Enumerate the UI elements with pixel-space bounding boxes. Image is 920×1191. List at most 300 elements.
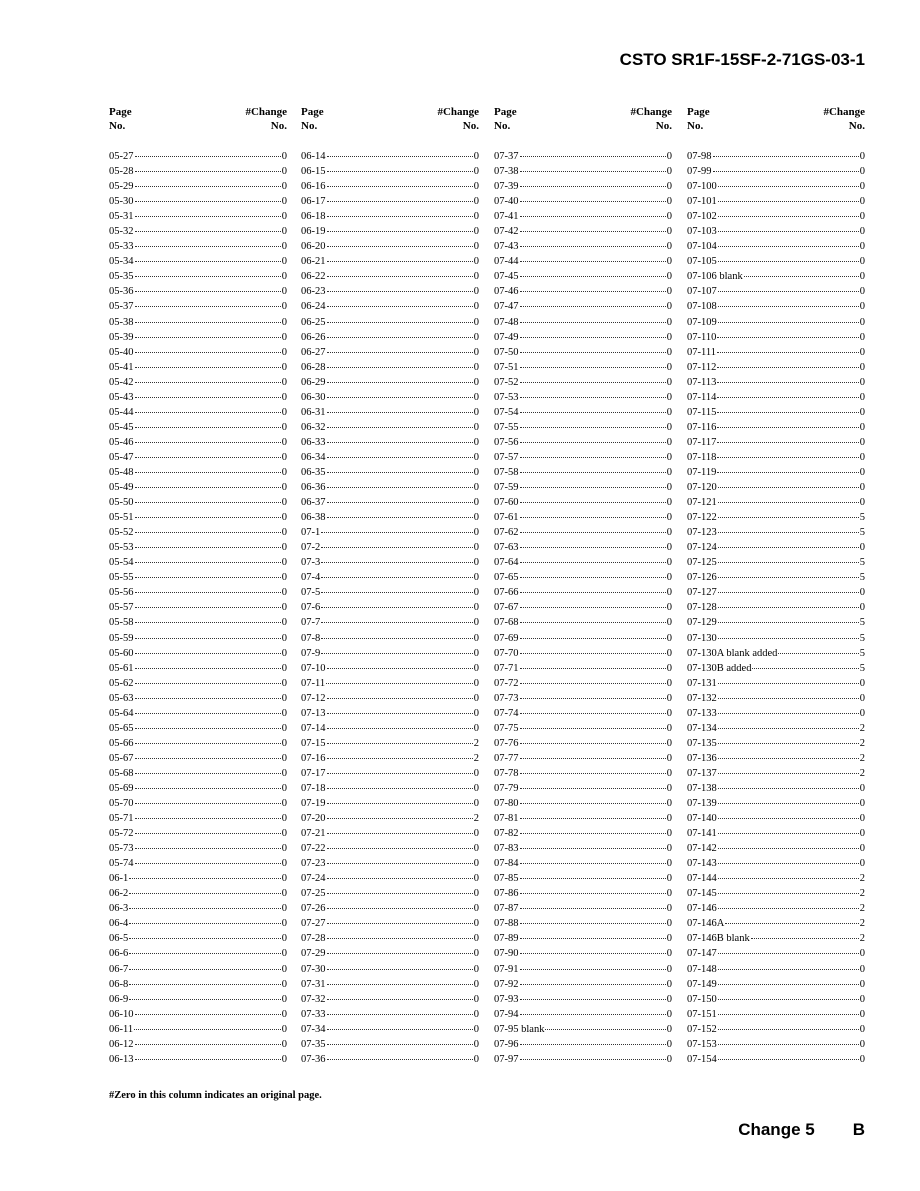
dot-leader — [327, 326, 473, 338]
change-number: 0 — [473, 361, 479, 373]
change-number: 0 — [281, 271, 287, 283]
column-heading — [109, 105, 287, 147]
page-number: 05-47 — [109, 451, 134, 463]
change-number: 0 — [666, 767, 672, 779]
page-number: 07-87 — [494, 903, 519, 915]
dot-leader — [321, 536, 473, 548]
change-number: 2 — [859, 918, 865, 930]
dot-leader — [717, 461, 858, 473]
change-number: 0 — [859, 256, 865, 268]
page-number: 07-56 — [494, 436, 519, 448]
change-number: 0 — [473, 512, 479, 524]
dot-leader — [135, 732, 281, 744]
dot-leader — [520, 160, 666, 172]
dot-leader — [717, 446, 858, 458]
page-number: 07-42 — [494, 226, 519, 238]
dot-leader — [135, 687, 281, 699]
change-number: 0 — [666, 1008, 672, 1020]
dot-leader — [327, 476, 473, 488]
change-number: 0 — [666, 451, 672, 463]
change-number: 0 — [281, 1008, 287, 1020]
change-number: 2 — [473, 813, 479, 825]
dot-leader — [135, 476, 281, 488]
page-number: 05-33 — [109, 241, 134, 253]
change-number: 0 — [473, 181, 479, 193]
change-number: 0 — [281, 858, 287, 870]
page-number: 07-70 — [494, 647, 519, 659]
change-number: 0 — [281, 587, 287, 599]
change-number: 0 — [859, 798, 865, 810]
change-number: 0 — [473, 828, 479, 840]
dot-leader — [135, 461, 281, 473]
change-number: 0 — [281, 497, 287, 509]
page-number: 06-18 — [301, 211, 326, 223]
dot-leader — [321, 551, 473, 563]
dot-leader — [135, 762, 281, 774]
page-number: 06-17 — [301, 196, 326, 208]
dot-leader — [135, 446, 281, 458]
page-number: 07-134 — [687, 722, 717, 734]
change-number: 0 — [666, 361, 672, 373]
dot-leader — [135, 777, 281, 789]
change-number: 0 — [859, 271, 865, 283]
change-number: 0 — [473, 406, 479, 418]
change-number: 0 — [473, 632, 479, 644]
change-number: 0 — [666, 617, 672, 629]
page-number: 07-126 — [687, 572, 717, 584]
change-number: 0 — [859, 346, 865, 358]
dot-leader — [520, 521, 666, 533]
change-number: 0 — [473, 151, 479, 162]
page-number: 07-140 — [687, 813, 717, 825]
page-number: 07-119 — [687, 466, 717, 478]
dot-leader — [520, 265, 666, 277]
dot-leader — [135, 190, 281, 202]
page-number: 05-44 — [109, 406, 134, 418]
change-number: 2 — [859, 767, 865, 779]
dot-leader — [327, 341, 473, 353]
dot-leader — [520, 566, 666, 578]
page-number: 05-45 — [109, 421, 134, 433]
change-number: 0 — [281, 572, 287, 584]
change-heading: #Change — [437, 106, 479, 118]
change-no-heading: No. — [655, 120, 672, 132]
page-number: 07-18 — [301, 782, 326, 794]
dot-leader — [327, 897, 473, 909]
page-number: 07-130A blank added — [687, 647, 778, 659]
page-number: 05-70 — [109, 798, 134, 810]
page-number: 07-145 — [687, 888, 717, 900]
change-heading: #Change — [245, 106, 287, 118]
page-number: 07-32 — [301, 993, 326, 1005]
page-number: 06-10 — [109, 1008, 134, 1020]
dot-leader — [718, 988, 859, 1000]
change-number: 0 — [666, 466, 672, 478]
dot-leader — [520, 657, 666, 669]
page-number: 07-130 — [687, 632, 717, 644]
dot-leader — [135, 747, 281, 759]
change-number: 0 — [666, 813, 672, 825]
dot-leader — [718, 581, 859, 593]
change-number: 0 — [473, 707, 479, 719]
dot-leader — [520, 867, 666, 879]
page-number: 06-1 — [109, 873, 129, 885]
change-number: 0 — [281, 361, 287, 373]
dot-leader — [321, 581, 473, 593]
change-number: 0 — [859, 361, 865, 373]
dot-leader — [327, 988, 473, 1000]
dot-leader — [520, 942, 666, 954]
change-number: 0 — [666, 707, 672, 719]
dot-leader — [327, 837, 473, 849]
change-number: 0 — [281, 632, 287, 644]
change-number: 0 — [281, 391, 287, 403]
page-number: 07-47 — [494, 301, 519, 313]
page-number: 07-53 — [494, 391, 519, 403]
page-heading: Page — [109, 106, 132, 118]
change-number: 0 — [666, 151, 672, 162]
dot-leader — [134, 1018, 281, 1030]
list-item — [494, 1050, 672, 1065]
change-number: 0 — [666, 286, 672, 298]
change-number: 0 — [666, 662, 672, 674]
page-number: 07-129 — [687, 617, 717, 629]
dot-leader — [135, 265, 281, 277]
dot-leader — [718, 882, 859, 894]
change-number: 0 — [473, 722, 479, 734]
change-number: 0 — [281, 241, 287, 253]
page-number: 07-151 — [687, 1008, 717, 1020]
dot-leader — [327, 657, 473, 669]
change-number: 0 — [281, 707, 287, 719]
page-number: 07-1 — [301, 527, 321, 539]
change-number: 0 — [281, 256, 287, 268]
dot-leader — [520, 235, 666, 247]
change-number: 0 — [666, 1053, 672, 1065]
page-number: 07-51 — [494, 361, 519, 373]
dot-leader — [520, 642, 666, 654]
change-number: 0 — [281, 948, 287, 960]
page-number: 07-14 — [301, 722, 326, 734]
page-number: 07-103 — [687, 226, 717, 238]
change-number: 0 — [666, 346, 672, 358]
change-number: 0 — [473, 1023, 479, 1035]
change-number: 0 — [281, 466, 287, 478]
page-number: 05-32 — [109, 226, 134, 238]
document-number: CSTO SR1F-15SF-2-71GS-03-1 — [619, 50, 865, 69]
page-number: 05-63 — [109, 692, 134, 704]
change-number: 0 — [473, 436, 479, 448]
page-number: 07-135 — [687, 737, 717, 749]
page-number: 05-55 — [109, 572, 134, 584]
page-number: 07-3 — [301, 557, 321, 569]
change-number: 0 — [859, 181, 865, 193]
dot-leader — [520, 205, 666, 217]
change-number: 0 — [281, 151, 287, 162]
page-number: 07-8 — [301, 632, 321, 644]
dot-leader — [717, 431, 858, 443]
page-number: 05-59 — [109, 632, 134, 644]
dot-leader — [718, 205, 859, 217]
page-number: 07-63 — [494, 542, 519, 554]
page-number: 07-80 — [494, 798, 519, 810]
page-number: 05-73 — [109, 843, 134, 855]
dot-leader — [520, 882, 666, 894]
change-number: 0 — [473, 497, 479, 509]
dot-leader — [718, 190, 859, 202]
page-number: 07-113 — [687, 376, 717, 388]
page-number: 07-78 — [494, 767, 519, 779]
change-number: 0 — [859, 451, 865, 463]
page-number: 07-36 — [301, 1053, 326, 1065]
page-number: 07-65 — [494, 572, 519, 584]
change-number: 0 — [666, 782, 672, 794]
change-number: 0 — [859, 226, 865, 238]
dot-leader — [129, 973, 281, 985]
dot-leader — [717, 386, 858, 398]
dot-leader — [520, 717, 666, 729]
dot-leader — [520, 988, 666, 1000]
dot-leader — [520, 687, 666, 699]
dot-leader — [135, 792, 281, 804]
dot-leader — [135, 837, 281, 849]
dot-leader — [520, 1003, 666, 1015]
change-number: 0 — [859, 376, 865, 388]
page-number: 07-85 — [494, 873, 519, 885]
dot-leader — [135, 642, 281, 654]
dot-leader — [520, 446, 666, 458]
dot-leader — [135, 295, 281, 307]
change-number: 0 — [666, 421, 672, 433]
column-4 — [687, 105, 865, 1065]
page-number: 05-38 — [109, 316, 134, 328]
change-number: 0 — [473, 256, 479, 268]
page-number: 07-60 — [494, 497, 519, 509]
dot-leader — [520, 973, 666, 985]
dot-leader — [327, 973, 473, 985]
change-number: 0 — [666, 572, 672, 584]
change-number: 5 — [859, 647, 865, 659]
dot-leader — [718, 792, 859, 804]
dot-leader — [327, 1018, 473, 1030]
dot-leader — [135, 581, 281, 593]
page-number: 06-14 — [301, 151, 326, 162]
column-heading — [494, 105, 672, 147]
change-number: 0 — [281, 722, 287, 734]
dot-leader — [135, 235, 281, 247]
change-number: 0 — [859, 813, 865, 825]
page-number: 07-148 — [687, 963, 717, 975]
page-number: 07-95 blank — [494, 1023, 545, 1035]
page-number: 05-37 — [109, 301, 134, 313]
change-number: 0 — [666, 391, 672, 403]
dot-leader — [520, 491, 666, 503]
change-number: 0 — [859, 963, 865, 975]
dot-leader — [135, 506, 281, 518]
entry-list — [301, 147, 479, 1065]
change-number: 5 — [859, 527, 865, 539]
dot-leader — [717, 416, 858, 428]
page-number: 06-25 — [301, 316, 326, 328]
change-number: 0 — [281, 963, 287, 975]
page-number: 05-28 — [109, 166, 134, 178]
page-number: 07-7 — [301, 617, 321, 629]
change-number: 5 — [859, 662, 865, 674]
dot-leader — [520, 852, 666, 864]
dot-leader — [135, 371, 281, 383]
dot-leader — [135, 220, 281, 232]
dot-leader — [717, 401, 858, 413]
dot-leader — [520, 822, 666, 834]
page-number: 05-35 — [109, 271, 134, 283]
dot-leader — [713, 160, 859, 172]
page-number: 07-2 — [301, 542, 321, 554]
dot-leader — [327, 942, 473, 954]
change-number: 2 — [859, 873, 865, 885]
dot-leader — [520, 807, 666, 819]
dot-leader — [135, 205, 281, 217]
page-number: 07-34 — [301, 1023, 326, 1035]
page-number: 07-83 — [494, 843, 519, 855]
change-number: 0 — [473, 211, 479, 223]
dot-leader — [135, 627, 281, 639]
page-number: 07-90 — [494, 948, 519, 960]
page-number: 05-46 — [109, 436, 134, 448]
change-number: 0 — [859, 1038, 865, 1050]
dot-leader — [135, 386, 281, 398]
dot-leader — [129, 942, 281, 954]
page-number: 07-117 — [687, 436, 717, 448]
change-number: 0 — [281, 752, 287, 764]
page-number: 05-72 — [109, 828, 134, 840]
dot-leader — [135, 491, 281, 503]
change-number: 0 — [859, 241, 865, 253]
page-number: 05-67 — [109, 752, 134, 764]
page-number: 07-131 — [687, 677, 717, 689]
page-number: 07-9 — [301, 647, 321, 659]
page-number: 06-13 — [109, 1053, 134, 1065]
page-number: 05-68 — [109, 767, 134, 779]
change-number: 5 — [859, 512, 865, 524]
dot-leader — [327, 687, 473, 699]
dot-leader — [718, 235, 859, 247]
change-number: 0 — [473, 286, 479, 298]
page-number: 06-8 — [109, 978, 129, 990]
dot-leader — [718, 476, 859, 488]
change-number: 0 — [859, 331, 865, 343]
dot-leader — [135, 852, 281, 864]
page-number: 05-39 — [109, 331, 134, 343]
dot-leader — [327, 1003, 473, 1015]
page-number: 05-34 — [109, 256, 134, 268]
change-number: 0 — [473, 587, 479, 599]
page-number: 07-66 — [494, 587, 519, 599]
change-number: 0 — [473, 798, 479, 810]
dot-leader — [520, 958, 666, 970]
page-no-heading: No. — [301, 120, 318, 132]
change-number: 0 — [666, 542, 672, 554]
change-number: 0 — [281, 166, 287, 178]
dot-leader — [135, 416, 281, 428]
dot-leader — [327, 311, 473, 323]
page-number: 07-122 — [687, 512, 717, 524]
page-number: 07-97 — [494, 1053, 519, 1065]
dot-leader — [321, 596, 473, 608]
change-number: 0 — [473, 1008, 479, 1020]
page-number: 07-13 — [301, 707, 326, 719]
page-number: 07-147 — [687, 948, 717, 960]
dot-leader — [520, 837, 666, 849]
page-number: 07-5 — [301, 587, 321, 599]
change-number: 0 — [666, 181, 672, 193]
dot-leader — [135, 1033, 281, 1045]
change-number: 0 — [473, 692, 479, 704]
page-number: 05-65 — [109, 722, 134, 734]
change-number: 0 — [666, 677, 672, 689]
column-heading — [687, 105, 865, 147]
change-number: 0 — [859, 421, 865, 433]
change-number: 0 — [281, 436, 287, 448]
change-number: 5 — [859, 572, 865, 584]
footnote: #Zero in this column indicates an original page. — [109, 1090, 322, 1101]
page-number: 07-35 — [301, 1038, 326, 1050]
dot-leader — [717, 356, 858, 368]
page-number: 07-121 — [687, 497, 717, 509]
change-number: 0 — [859, 677, 865, 689]
dot-leader — [327, 1048, 473, 1060]
dot-leader — [327, 747, 473, 759]
list-item — [109, 1050, 287, 1065]
change-number: 0 — [666, 903, 672, 915]
change-number: 0 — [473, 482, 479, 494]
page-number: 07-73 — [494, 692, 519, 704]
page-number: 07-21 — [301, 828, 326, 840]
page-number: 07-46 — [494, 286, 519, 298]
page-number: 07-137 — [687, 767, 717, 779]
change-number: 0 — [859, 542, 865, 554]
change-number: 0 — [473, 873, 479, 885]
page-number: 07-112 — [687, 361, 717, 373]
page-number: 05-61 — [109, 662, 134, 674]
dot-leader — [520, 1033, 666, 1045]
page-number: 07-27 — [301, 918, 326, 930]
page-number: 07-130B added — [687, 662, 752, 674]
dot-leader — [520, 476, 666, 488]
dot-leader — [135, 160, 281, 172]
change-number: 2 — [859, 903, 865, 915]
dot-leader — [520, 416, 666, 428]
page-number: 05-58 — [109, 617, 134, 629]
change-number: 0 — [473, 858, 479, 870]
dot-leader — [718, 566, 859, 578]
dot-leader — [135, 145, 281, 157]
page-number: 07-24 — [301, 873, 326, 885]
page-number: 06-37 — [301, 497, 326, 509]
change-number: 0 — [666, 1023, 672, 1035]
dot-leader — [321, 611, 473, 623]
dot-leader — [520, 596, 666, 608]
dot-leader — [718, 777, 859, 789]
page-number: 06-21 — [301, 256, 326, 268]
change-number: 0 — [473, 331, 479, 343]
dot-leader — [321, 627, 473, 639]
dot-leader — [520, 280, 666, 292]
change-number: 0 — [281, 677, 287, 689]
change-number: 0 — [666, 843, 672, 855]
change-number: 0 — [281, 903, 287, 915]
change-label: Change 5 — [738, 1120, 815, 1139]
page-number: 06-38 — [301, 512, 326, 524]
